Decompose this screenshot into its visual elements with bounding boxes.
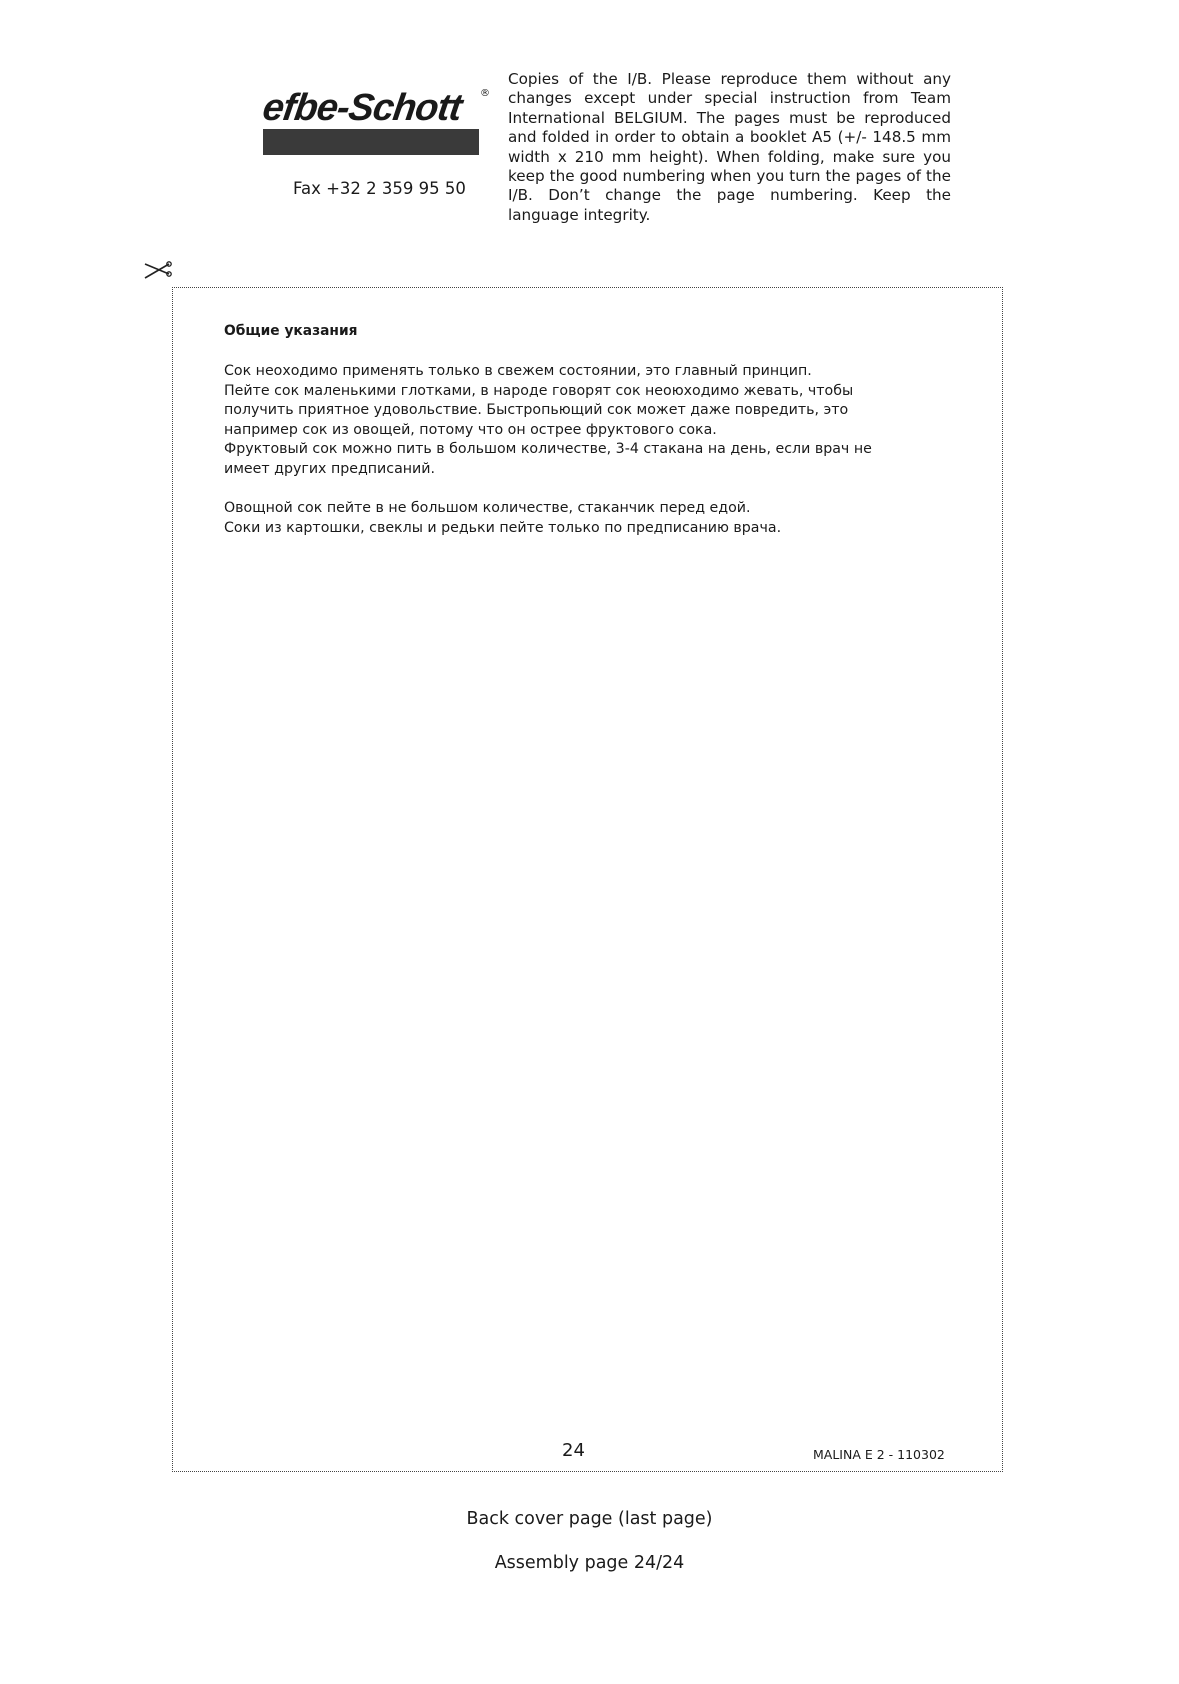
- registered-mark: ®: [480, 88, 490, 99]
- logo-wordmark: efbe-Schott: [260, 87, 464, 129]
- body-line: имеет других предписаний.: [224, 460, 435, 477]
- body-line: Фруктовый сок можно пить в большом количестве, 3-4 стакана на день, если врач не: [224, 441, 872, 458]
- body-line: получить приятное удовольствие. Быстропьющий сок может даже повредить, это: [224, 402, 849, 419]
- body-line: Соки из картошки, свеклы и редьки пейте только по предписанию врача.: [224, 519, 782, 536]
- brand-logo: [260, 86, 490, 156]
- document-code: MALINA E 2 - 110302: [813, 1447, 945, 1462]
- body-line: Пейте сок маленькими глотками, в народе говорят сок неоюходимо жевать, чтобы: [224, 382, 854, 399]
- reproduction-notice: Copies of the I/B. Please reproduce them without any changes except under special instruction from Team International BELGIUM. The pages must be reproduced and folded in order to obtain a booklet A5 (+/- 148.5 mm width x 210 mm height). When folding, make sure you keep the good numbering when you turn the pages of the I/B. Don’t change the page numbering. Keep the language integrity.: [508, 70, 951, 224]
- logo-bar: [263, 129, 479, 155]
- footer-assembly-page: Assembly page 24/24: [494, 1553, 685, 1573]
- body-text: [224, 362, 964, 538]
- fax-number: Fax +32 2 359 95 50: [293, 179, 466, 198]
- footer-cover-label: Back cover page (last page): [466, 1509, 713, 1529]
- body-line: например сок из овощей, потому что он острее фруктового сока.: [224, 421, 717, 438]
- page-number: 24: [562, 1440, 585, 1461]
- paragraph-gap: [224, 480, 964, 500]
- body-line: Овощной сок пейте в не большом количестве, стаканчик перед едой.: [224, 500, 751, 517]
- scissors-icon: [143, 258, 175, 282]
- body-line: Сок неоходимо применять только в свежем состоянии, это главный принцип.: [224, 363, 812, 379]
- section-heading: Общие указания: [224, 323, 358, 339]
